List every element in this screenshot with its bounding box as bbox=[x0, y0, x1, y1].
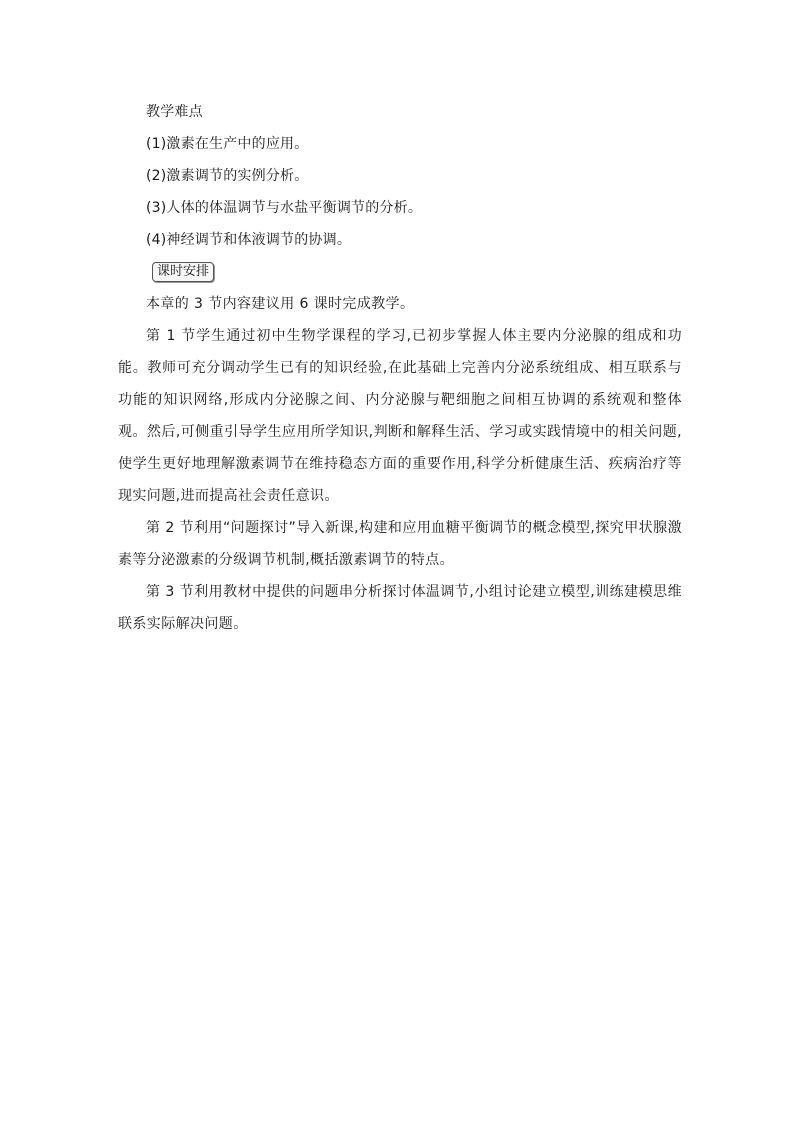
difficulty-item-1: (1)激素在生产中的应用。 bbox=[146, 136, 309, 152]
schedule-badge-row bbox=[118, 256, 682, 288]
schedule-paragraph-1: 本章的 3 节内容建议用 6 课时完成教学。 bbox=[146, 296, 415, 312]
schedule-paragraph-3: 第 2 节利用“问题探讨”导入新课,构建和应用血糖平衡调节的概念模型,探究甲状腺激素等分泌激素的分级调节机制,概括激素调节的特点。 bbox=[118, 520, 682, 568]
difficulties-heading: 教学难点 bbox=[146, 104, 203, 120]
difficulty-item-3: (3)人体的体温调节与水盐平衡调节的分析。 bbox=[146, 200, 423, 216]
schedule-paragraph-2: 第 1 节学生通过初中生物学课程的学习,已初步掌握人体主要内分泌腺的组成和功能。教师可充分调动学生已有的知识经验,在此基础上完善内分泌系统组成、相互联系与功能的知识网络,形成内分泌腺之间、内分泌腺与靶细胞之间相互协调的系统观和整体观。然后,可侧重引导学生应用所学知识,判断和解释生活、学习或实践情境中的相关问题,使学生更好地理解激素调节在维持稳态方面的重要作用,科学分析健康生活、疾病治疗等现实问题,进而提高社会责任意识。 bbox=[118, 328, 682, 504]
difficulty-item-2: (2)激素调节的实例分析。 bbox=[146, 168, 309, 184]
document-page bbox=[118, 96, 682, 640]
schedule-paragraph-4: 第 3 节利用教材中提供的问题串分析探讨体温调节,小组讨论建立模型,训练建模思维联系实际解决问题。 bbox=[118, 584, 682, 632]
schedule-badge: 课时安排 bbox=[152, 262, 214, 282]
difficulty-item-4: (4)神经调节和体液调节的协调。 bbox=[146, 232, 352, 248]
